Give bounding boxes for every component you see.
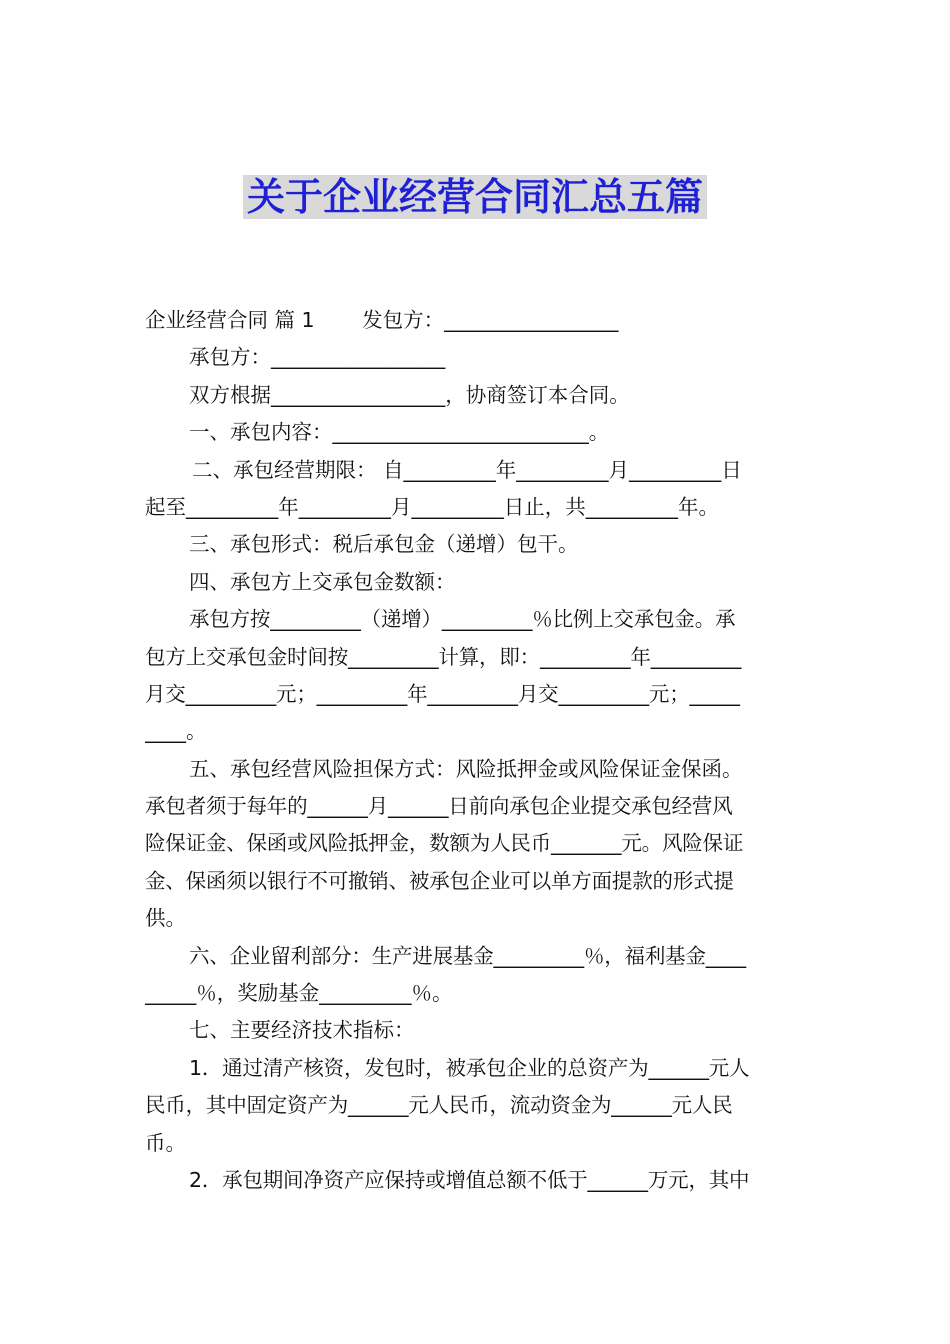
paragraph-line: 双方根据_________________，协商签订本合同。 bbox=[189, 382, 630, 407]
paragraph-line: 2．承包期间净资产应保持或增值总额不低于______万元，其中 bbox=[189, 1167, 750, 1192]
paragraph-line: ____。 bbox=[145, 719, 207, 744]
paragraph-line: 供。 bbox=[145, 906, 186, 931]
paragraph-line: 五、承包经营风险担保方式：风险抵押金或风险保证金保函。 bbox=[189, 756, 743, 781]
paragraph-line: 三、承包形式：税后承包金（递增）包干。 bbox=[189, 532, 579, 557]
paragraph-line: 七、主要经济技术指标： bbox=[189, 1018, 415, 1043]
paragraph-line: 1．通过清产核资，发包时，被承包企业的总资产为______元人 bbox=[189, 1055, 750, 1080]
paragraph-line: 二、承包经营期限： 自_________年_________月_________日 bbox=[192, 457, 742, 482]
paragraph-line: 承包方按_________（递增）_________％比例上交承包金。承 bbox=[189, 607, 736, 632]
paragraph-line: 四、承包方上交承包金数额： bbox=[189, 569, 456, 594]
paragraph-line: 起至_________年_________月_________日止，共_________年。 bbox=[145, 494, 719, 519]
document-title: 关于企业经营合同汇总五篇 bbox=[0, 172, 950, 222]
paragraph-line: 承包者须于每年的______月______日前向承包企业提交承包经营风 bbox=[145, 794, 733, 819]
document-body bbox=[145, 302, 807, 1199]
paragraph-line: 币。 bbox=[145, 1130, 186, 1155]
paragraph-line: 险保证金、保函或风险抵押金，数额为人民币_______元。风险保证 bbox=[145, 831, 744, 856]
paragraph-line: 月交_________元；_________年_________月交_________元；_____ bbox=[145, 681, 740, 706]
paragraph-line: 六、企业留利部分：生产进展基金_________％，福利基金____ bbox=[189, 943, 746, 968]
paragraph-line: 包方上交承包金时间按_________计算，即：_________年_________ bbox=[145, 644, 742, 669]
paragraph-line: 民币，其中固定资产为______元人民币，流动资金为______元人民 bbox=[145, 1093, 733, 1118]
paragraph-line: 一、承包内容：_________________________。 bbox=[189, 420, 610, 445]
paragraph-line: 金、保函须以银行不可撤销、被承包企业可以单方面提款的形式提 bbox=[145, 868, 734, 893]
paragraph-line: 企业经营合同 篇 1 发包方：_________________ bbox=[145, 308, 619, 332]
paragraph-line: _____％，奖励基金_________％。 bbox=[145, 981, 453, 1006]
paragraph-line: 承包方：_________________ bbox=[189, 345, 446, 370]
